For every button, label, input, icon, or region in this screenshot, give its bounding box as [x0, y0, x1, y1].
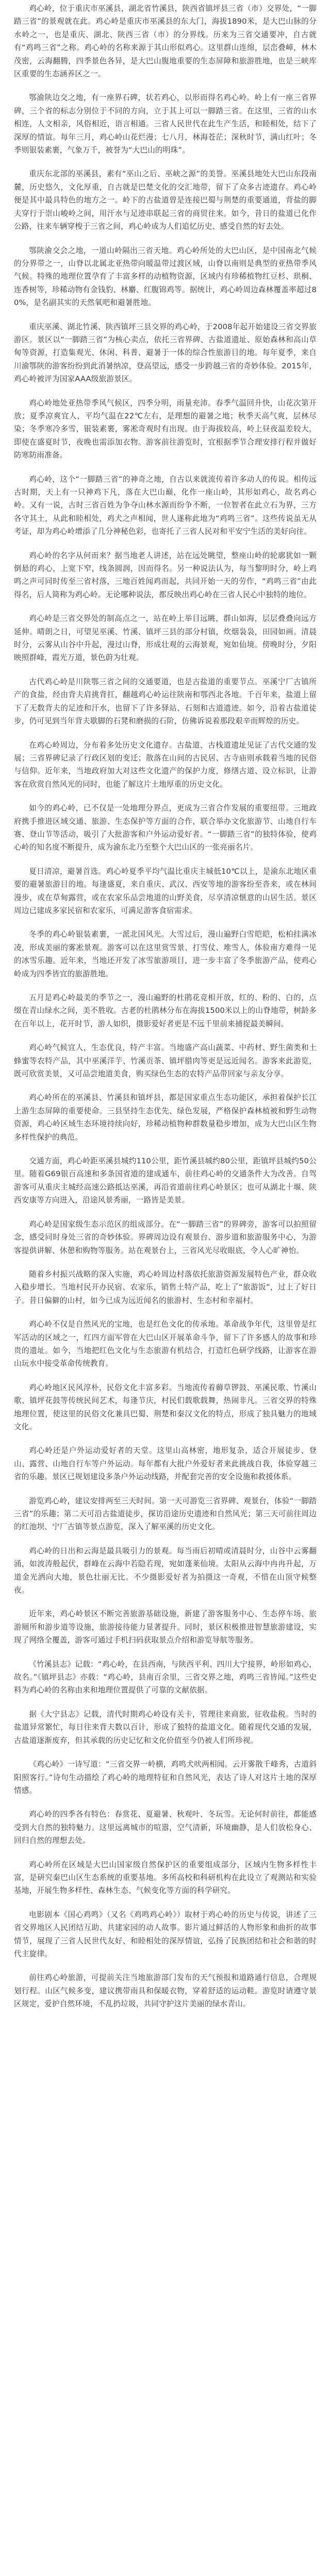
article-paragraph: 夏日清凉，避暑首选。鸡心岭夏季平均气温比重庆主城低10℃以上，是渝东北地区重要的避暑旅游目的地。每逢盛夏，来自重庆、武汉、西安等地的游客纷至沓来，或在林间漫步，或在草甸露营，或在农家乐品尝地道的山野美食，尽享清凉惬意的山居生活。景区周边已建成多家民宿和农家乐，可满足游客食宿需求。	[14, 867, 317, 915]
article-paragraph: 鸡心岭所在的巫溪县、竹溪县和镇坪县，都是国家重点生态功能区，承担着保护长江上游生态屏障的重要使命。三县坚持生态优先、绿色发展，严格保护森林植被和野生动物资源，鸡心岭区域生态环境持续向好，珍稀动植物种群数量稳步增加，成为大巴山区生物多样性保护的典范。	[14, 1093, 317, 1142]
article-paragraph: 鸡心岭的名字从何而来？据当地老人讲述，站在远处眺望，整座山岭的轮廓犹如一颗倒悬的鸡心，上宽下窄，线条圆润，因而得名。另一种说法认为，每当黎明时分，岭上鸡鸣之声可同时传至三省村落，三地百姓闻鸡而起，共同开始一天的劳作，“鸡鸣三省”由此得名，后人简称为鸡心岭。无论哪种说法，都反映出鸡心岭在三省人民心中独特的地位。	[14, 551, 317, 599]
article-paragraph: 交通方面，鸡心岭距巫溪县城约110公里，距竹溪县城约80公里，距镇坪县城约50公里。随着G69银百高速和多条国省道的建成通车，前往鸡心岭的交通条件大为改善。自驾游客可从重庆主城经高速公路抵达巫溪，再沿省道前往鸡心岭景区；也可从湖北十堰、陕西安康等方向进入，沿途风景秀丽，一路皆是美景。	[14, 1157, 317, 1205]
article-paragraph: 前往鸡心岭旅游，可提前关注当地旅游部门发布的天气预报和道路通行信息，合理规划行程。山区气候多变，建议携带雨具和保暖衣物，穿着舒适的运动鞋。游览时请遵守景区规定，爱护自然环境，不乱扔垃圾，共同守护这片美丽的绿水青山。	[14, 1973, 317, 2009]
article-paragraph: 鄂渝陕边交之地，有一座界石碑，状若鸡心，以形而得名鸡心岭。岭上有一座三省界碑，三个省的标志分别位于不同的方向，立于其上可以一脚踏三省。在这里，三省的山水相连，人文相亲，风俗相近，语言相通。三省人民世代在此生产生活，和睦相处，结下了深厚的情谊。每年三月，鸡心岭山花烂漫；七八月，林海苍茫；深秋时节，满山红叶；冬季则银装素裹，气象万千，被誉为“大巴山的明珠”。	[14, 93, 317, 155]
article-paragraph: 游览鸡心岭，建议安排两至三天时间。第一天可游览三省界碑、观景台，体验“一脚踏三省”的乐趣；第二天可沿古盐道徒步，探访沿途历史遗迹和自然风光；第三天可前往周边的红池坝、宁厂古镇等景点游览，深入了解巫溪的历史文化。	[14, 1496, 317, 1532]
article-paragraph: 冬季的鸡心岭银装素裹，一派北国风光。大雪过后，漫山遍野白雪皑皑，松柏挂满冰凌，形成美丽的雾凇景观。游客可以在这里赏雪景、打雪仗、堆雪人，体验南方难得一见的冰雪乐趣。近年来，当地还开发了冰雪旅游项目，进一步丰富了冬季旅游产品，使鸡心岭成为四季皆宜的旅游胜地。	[14, 930, 317, 978]
article-paragraph: 鸡心岭地处亚热带季风气候区，四季分明，雨量充沛。春季气温回升快，山花次第开放；夏季凉爽宜人，平均气温在22℃左右，是理想的避暑之地；秋季天高气爽，层林尽染；冬季寒冷多雪，银装素裹，雾凇奇观时有出现。由于海拔较高，岭上昼夜温差较大，即使在盛夏时节，夜晚也需添加衣物。游客前往游览时，宜根据季节合理安排行程并做好防寒防雨准备。	[14, 398, 317, 460]
article-paragraph: 鸡心岭，位于重庆市巫溪县，湖北省竹溪县，陕西省镇坪县三省（市）交界处，“一脚踏三省”的景观就在此。鸡心岭是重庆市巫溪县的东大门，海拔1890米，是大巴山脉的分水岭之一，也是重庆、湖北、陕西三省（市）的分界线。历来为三省交通要冲，自古就有“鸡鸣三省”之称。鸡心岭的名称来源于其山形似鸡心。这里群山连绵，层峦叠嶂，林木茂密，云海翻腾，四季景色各异，是大巴山腹地重要的生态屏障和旅游胜地，也是三峡库区重要的生态涵养区之一。	[14, 4, 317, 79]
article-paragraph: 鸡心岭所在区域是大巴山国家级自然保护区的重要组成部分，区域内生物多样性丰富，是研究秦巴山区生态系统的重要基地。多所高校和科研机构在此设立了观测站和实验基地，开展生物多样性、森林生态、气候变化等方面的科学研究。	[14, 1860, 317, 1895]
article-body	[14, 2, 317, 2011]
article-paragraph: 据《大宁县志》记载，清代时期鸡心岭设有关卡，管理往来商旅，征收盐税。当时的盐道异常繁忙，每日往来背夫数以百计，形成了独特的盐道文化。随着现代交通的发展，古盐道逐渐废弃，但其承载的历史记忆和文化价值至今仍被人们所珍视。	[14, 1709, 317, 1745]
article-paragraph: 电影剧本《国心鸡鸣》（又名《鸡鸣鸡心岭》）取材于鸡心岭的历史与传说，讲述了三省交界地区人民团结互助、共建家园的动人故事。影片通过鲜活的人物形象和曲折的故事情节，展现了三省人民世代友好、和睦相处的深厚情谊，弘扬了民族团结和社会和谐的时代主旋律。	[14, 1910, 317, 1958]
article-paragraph: 《鸡心岭》一诗写道：“三省交界一岭横，鸡鸣犬吠两相闻。云开雾散千峰秀，古道斜阳照客行。”诗句生动描绘了鸡心岭的地理特征和自然风光，表达了诗人对这片土地的深厚情感。	[14, 1760, 317, 1795]
article-paragraph: 鸡心岭，这个“一脚踏三省”的神奇之地，自古以来就流传着许多动人的传说。相传远古时期，天上有一只神鸡下凡，落在大巴山巅，化作一座山岭，其形如鸡心，故名鸡心岭。又有一说，古时三省百姓为争夺山林水源而纷争不断，一位智者在此立石为界，三方各守其土，从此和睦相处，鸡犬之声相闻，世人遂称此地为“鸡鸣三省”。这些传说虽无从考证，却为鸡心岭增添了几分神秘色彩，也寄托了三省人民对和平安宁生活的美好向往。	[14, 474, 317, 536]
article-paragraph: 鸡心岭的四季各有特色：春赏花、夏避暑、秋观叶、冬玩雪。无论何时前往，都能感受到大自然的独特魅力。这里远离城市的喧嚣，空气清新，环境幽静，是人们放松身心、回归自然的理想去处。	[14, 1810, 317, 1845]
article-paragraph: 鸡心岭的日出和云海是最具吸引力的景观。每当雨后初晴或清晨时分，山谷中云雾翻涌，如波涛般起伏，群峰在云海中若隐若现，宛如蓬莱仙境。太阳从云海中冉冉升起，万道金光洒向大地，景色壮丽无比。不少摄影爱好者为拍摄这一奇观，不惜在山顶守候整夜。	[14, 1546, 317, 1595]
article-paragraph: 鸡心岭是三省交界处的制高点之一，站在岭上举目远眺，群山如海，层层叠叠向远方延伸。晴朗之日，可望见巫溪、竹溪、镇坪三县的部分村镇，炊烟袅袅，田园如画。清晨时分，云雾从山谷中升起，漫过山脊，形成壮观的云海景观，宛如仙境。傍晚时分，夕阳映照群峰，霞光万道，景色蔚为壮观。	[14, 614, 317, 663]
article-paragraph: 五月是鸡心岭最美的季节之一，漫山遍野的杜鹃花竞相开放，红的、粉的、白的，点缀在青山绿水之间，美不胜收。古老的杜鹃林分布在海拔1500米以上的山脊地带，树龄多在百年以上，花开时节，游人如织，摄影爱好者更是不远千里前来捕捉最美瞬间。	[14, 993, 317, 1028]
article-paragraph: 《竹溪县志》记载：“鸡心岭，在县西南，与陕西平利、四川大宁接界，岭形如鸡心，故名。”《镇坪县志》亦载：“鸡心岭，县南百余里，三省交界之地，鸡鸣三省皆闻。”这些史料为鸡心岭的名称由来和地理位置提供了可靠的文献依据。	[14, 1659, 317, 1695]
article-paragraph: 鸡心岭气候宜人，生态优良，特产丰富。当地盛产高山蔬菜、中药材、野生菌类和土蜂蜜等农特产品，其中巫溪洋芋、竹溪贡茶、镇坪腊肉等更是远近闻名。游客来此游览，既可欣赏美景，又可品尝地道美食，购买绿色生态的农特产品带回家与亲友分享。	[14, 1043, 317, 1079]
article-paragraph: 重庆东北部的巫溪县，素有“巫山之后、巫峡之源”的美誉。巫溪县地处大巴山东段南麓，历史悠久，文化厚重，自古就是巴楚文化的交汇地带，留下了众多古迹遗存。鸡心岭便是其中最具特色的地方之一。岭下的古盐道曾是连接巴蜀与荆楚的重要通道，背盐的脚夫穿行于崇山峻岭之间，用汗水与足迹串联起三省的商贸往来。如今，昔日的盐道已化作公路，往来车辆穿梭于三省之间，鸡心岭成为人们追忆历史、感受自然的好去处。	[14, 170, 317, 231]
article-paragraph: 重庆巫溪、湖北竹溪、陕西镇坪三县交界的鸡心岭，于2008年起开始建设三省交界旅游区。景区以“一脚踏三省”为核心卖点，依托三省界碑、古盐道遗址、原始森林和高山草甸等资源，打造集观光、休闲、科普、避暑于一体的综合性旅游目的地。每年夏季，来自川渝鄂陕的游客纷纷到此消暑纳凉，登高望远，感受一步跨越三省的奇妙体验。2015年，鸡心岭被评为国家AAA级旅游景区。	[14, 322, 317, 384]
article-paragraph: 鸡心岭是国家级生态示范区的组成部分。在“一脚踏三省”的界碑旁，游客可以拍照留念，感受同时身处三省的奇妙体验。界碑周边设有观景台、游步道和旅游服务中心，为游客提供讲解、休憩和购物等服务。站在观景台上，三省风光尽收眼底，令人心旷神怡。	[14, 1219, 317, 1255]
article-paragraph: 在鸡心岭周边，分布着多处历史文化遗存。古盐道、古栈道遗址见证了古代交通的发展；三省界碑记录了行政区划的变迁；散落在山间的古民居、古寺庙则承载着当地的民俗与信仰。近年来，当地政府加大对这些文化遗产的保护力度，修缮古道、设立标识，让游客在欣赏自然风光的同时，也能了解这片土地厚重的历史文化。	[14, 740, 317, 789]
article-paragraph: 鄂陕渝交会之地，一道山岭隔出三省天地。鸡心岭所处的大巴山区，是中国南北气候的分界带之一，山脊以北属北亚热带向暖温带过渡区域，山脊以南则是典型的亚热带季风气候。特殊的地理位置孕育了丰富多样的动植物资源，区域内有珍稀植物红豆杉、珙桐、连香树等，珍稀动物有金钱豹、林麝、红腹锦鸡等。据统计，鸡心岭周边森林覆盖率超过80%，是名副其实的天然氧吧和避暑胜地。	[14, 246, 317, 308]
article-paragraph: 近年来，鸡心岭景区不断完善旅游基础设施，新建了游客服务中心、生态停车场、旅游厕所和游步道等设施，旅游接待能力显著提升。同时，景区积极推进智慧旅游建设，实现了网络全覆盖，游客可通过手机扫码获取景点介绍和游览导航等服务。	[14, 1609, 317, 1645]
article-paragraph: 鸡心岭还是户外运动爱好者的天堂。这里山高林密，地形复杂，适合开展徒步、登山、露营、山地自行车等户外运动。每年都有大批户外爱好者来此挑战自我，体验穿越三省的乐趣。景区已规划建设多条户外运动线路，并配套完善的安全设施和救援体系。	[14, 1446, 317, 1482]
article-paragraph: 鸡心岭不仅是自然风光的宝地，也是红色文化的传承地。革命战争年代，这里曾是红军活动的区域之一，红四方面军曾在大巴山区开展革命斗争，留下了许多感人的故事和珍贵的遗址。如今，当地把红色文化与生态旅游有机结合，打造红色研学线路，让游客在游山玩水中接受革命传统教育。	[14, 1320, 317, 1368]
article-paragraph: 鸡心岭地区民风淳朴，民俗文化丰富多彩。当地流传着薅草锣鼓、巫溪民歌、竹溪山歌、镇坪花鼓等传统民间艺术，每逢节庆，村民们载歌载舞，热闹非凡。三省交界的特殊地理位置，使这里的民俗文化兼具巴蜀、荆楚和秦汉文化的特点，形成了独具魅力的地域文化。	[14, 1383, 317, 1431]
article-paragraph: 如今的鸡心岭，已不仅是一处地理分界点，更成为三省合作发展的重要纽带。三地政府携手推进区域交通、旅游、生态保护等方面的合作，联合举办文化旅游节、山地自行车赛、登山节等活动，吸引了大批游客和户外运动爱好者。“一脚踏三省”的独特体验，使鸡心岭的知名度不断提升，成为渝东北乃至整个大巴山区的一张亮丽名片。	[14, 804, 317, 852]
article-paragraph: 随着乡村振兴战略的深入实施，鸡心岭周边村落依托旅游资源发展特色产业，群众收入稳步增长。当地村民开办民宿、农家乐，销售土特产品，吃上了“旅游饭”，过上了好日子。昔日偏僻的山村，如今已成为远近闻名的旅游村、生态村和幸福村。	[14, 1269, 317, 1305]
article-paragraph: 古代鸡心岭是川陕鄂三省之间的交通要道，也是古盐道的重要节点。巫溪宁厂古镇所产的食盐，经由背夫肩挑背扛，翻越鸡心岭运往陕南和鄂西北各地。千百年来，盐道上留下了无数背夫的足迹和汗水，也留下了许多驿站、石刻和古道遗迹。如今，沿着古盐道徒步，仍可见到当年背夫歇脚的石凳和磨损的石阶，仿佛诉说着那段艰辛而辉煌的历史。	[14, 677, 317, 726]
